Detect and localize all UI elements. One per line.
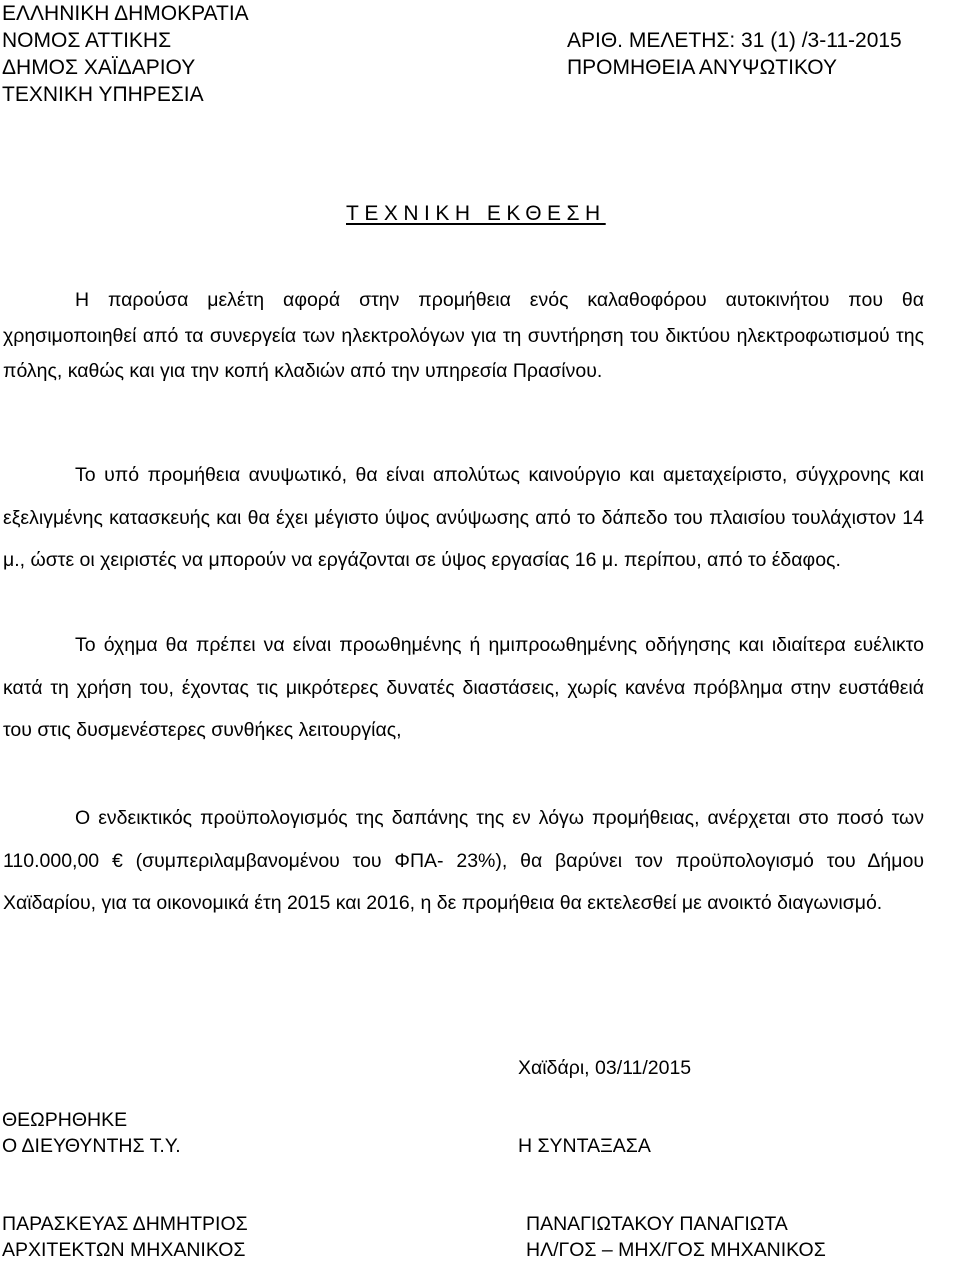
- composer-name: ΠΑΝΑΓΙΩΤΑΚΟΥ ΠΑΝΑΓΙΩΤΑ: [526, 1213, 788, 1235]
- composer-title: Η ΣΥΝΤΑΞΑΣΑ: [518, 1135, 651, 1157]
- paragraph-4: [3, 797, 924, 925]
- paragraph-text: Ο ενδεικτικός προϋπολογισμός της δαπάνης της εν λόγω προμήθειας, ανέρχεται στο ποσό των 110.000,00 € (συμπεριλαμβανομένου του ΦΠΑ- 23%), θα βαρύνει τον προϋπολογισμό του Δήμου Χαϊδαρίου, για τα οικονομικά έτη 2015 και 2016, η δε προμήθεια θα εκτελεσθεί με ανοικτό διαγωνισμό.: [3, 807, 924, 914]
- page-title: ΤΕΧΝΙΚΗ ΕΚΘΕΣΗ: [346, 202, 606, 225]
- header-right: [567, 27, 902, 81]
- paragraph-text: Το όχημα θα πρέπει να είναι προωθημένης ή ημιπροωθημένης οδήγησης και ιδιαίτερα ευέλικτο κατά τη χρήση του, έχοντας τις μικρότερες δυνατές διαστάσεις, χωρίς κανένα πρόβλημα στην ευστάθειά του στις δυσμενέστερες συνθήκες λειτουργίας,: [3, 634, 924, 741]
- header-country: ΕΛΛΗΝΙΚΗ ΔΗΜΟΚΡΑΤΙΑ: [2, 2, 249, 25]
- header-prefecture: ΝΟΜΟΣ ΑΤΤΙΚΗΣ: [2, 29, 172, 52]
- header-department: ΤΕΧΝΙΚΗ ΥΠΗΡΕΣΙΑ: [2, 83, 204, 106]
- director-title: Ο ΔΙΕΥΘΥΝΤΗΣ Τ.Υ.: [2, 1135, 181, 1157]
- header-municipality: ΔΗΜΟΣ ΧΑΪΔΑΡΙΟΥ: [2, 56, 196, 79]
- approved-label: ΘΕΩΡΗΘΗΚΕ: [2, 1109, 128, 1131]
- paragraph-text: Η παρούσα μελέτη αφορά στην προμήθεια ενός καλαθοφόρου αυτοκινήτου που θα χρησιμοποιηθεί από τα συνεργεία των ηλεκτρολόγων για τη συντήρηση του δικτύου ηλεκτροφωτισμού της πόλης, καθώς και για την κοπή κλαδιών από την υπηρεσία Πρασίνου.: [3, 289, 924, 382]
- paragraph-2: [3, 454, 924, 582]
- header-left: [2, 0, 249, 108]
- paragraph-1: [3, 283, 924, 390]
- study-subject: ΠΡΟΜΗΘΕΙΑ ΑΝΥΨΩΤΙΚΟΥ: [567, 56, 837, 79]
- paragraph-3: [3, 624, 924, 752]
- composer-role: ΗΛ/ΓΟΣ – ΜΗΧ/ΓΟΣ ΜΗΧΑΝΙΚΟΣ: [526, 1239, 826, 1261]
- paragraph-text: Το υπό προμήθεια ανυψωτικό, θα είναι απολύτως καινούργιο και αμεταχείριστο, σύγχρονης και εξελιγμένης κατασκευής και θα έχει μέγιστο ύψος ανύψωσης από το δάπεδο του πλαισίου τουλάχιστον 14 μ., ώστε οι χειριστές να μπορούν να εργάζονται σε ύψος εργασίας 16 μ. περίπου, από το έδαφος.: [3, 464, 924, 571]
- director-name: ΠΑΡΑΣΚΕΥΑΣ ΔΗΜΗΤΡΙΟΣ: [2, 1213, 248, 1235]
- place-date: Χαϊδάρι, 03/11/2015: [518, 1057, 692, 1079]
- study-number: ΑΡΙΘ. ΜΕΛΕΤΗΣ: 31 (1) /3-11-2015: [567, 29, 902, 52]
- director-role: ΑΡΧΙΤΕΚΤΩΝ ΜΗΧΑΝΙΚΟΣ: [2, 1239, 246, 1261]
